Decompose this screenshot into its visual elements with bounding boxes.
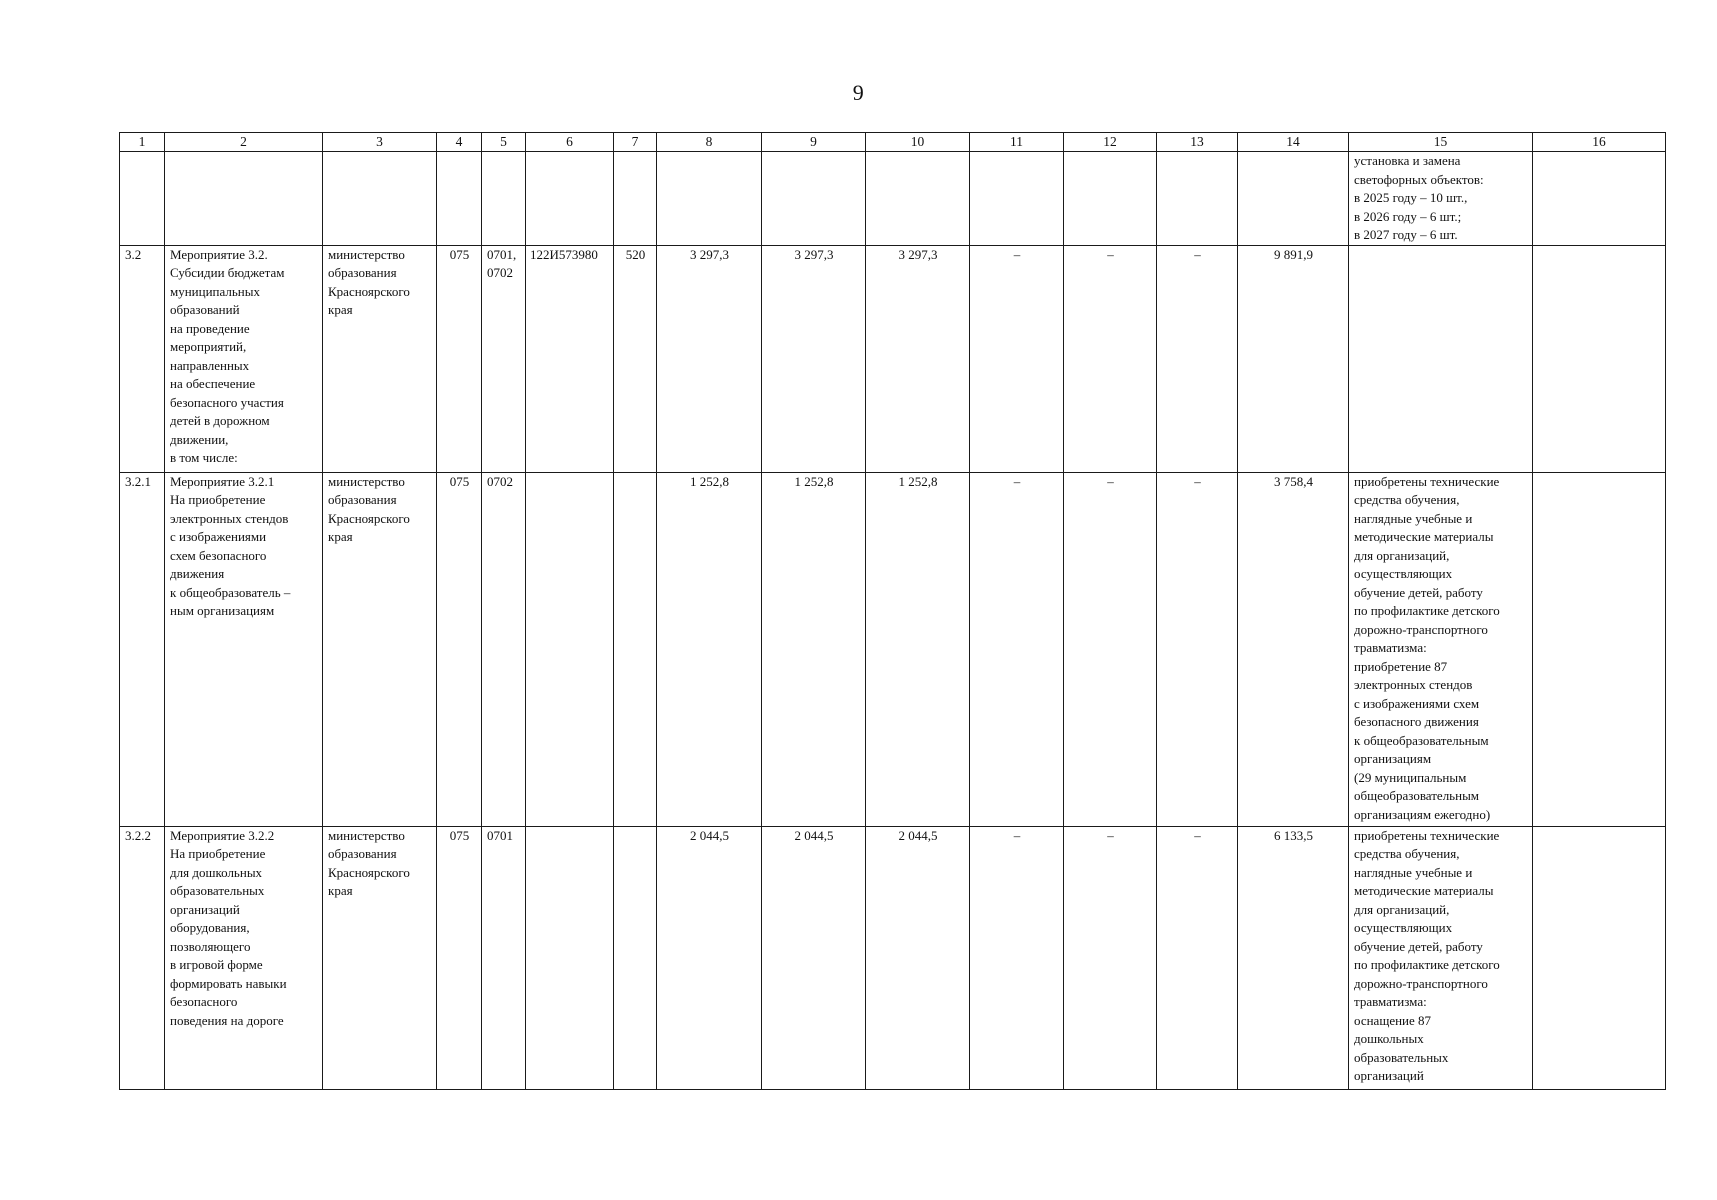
responsible-cell [323,152,437,246]
responsible-cell: министерство образования Красноярского края [323,245,437,472]
total-cell [1238,152,1349,246]
section-code-cell [482,152,526,246]
section-code-cell: 0701, 0702 [482,245,526,472]
amount-cell: – [1157,245,1238,472]
amount-cell [762,152,866,246]
amount-cell: – [1157,472,1238,826]
amount-cell: 2 044,5 [866,826,970,1089]
table-row [120,245,1666,472]
amount-cell: 3 297,3 [866,245,970,472]
amount-cell: – [1157,826,1238,1089]
expected-result-cell: приобретены технические средства обучения, наглядные учебные и методические материалы для организаций, осуществляющих обучение детей, работу по профилактике детского дорожно-транспортного травматизма: приобретение 87 электронных стендов с изображениями схем безопасного движения к общеобразовательным организациям (29 муниципальным общеобразовательным организациям ежегодно) [1349,472,1533,826]
table-row [120,152,1666,246]
row-number-cell [120,152,165,246]
column-header: 14 [1238,133,1349,152]
table-header-row [120,133,1666,152]
responsible-cell: министерство образования Красноярского края [323,472,437,826]
amount-cell: 2 044,5 [762,826,866,1089]
amount-cell [866,152,970,246]
activity-name-cell: Мероприятие 3.2. Субсидии бюджетам муниципальных образований на проведение мероприятий, направленных на обеспечение безопасного участия детей в дорожном движении, в том числе: [165,245,323,472]
expense-type-cell [614,152,657,246]
amount-cell: – [970,245,1064,472]
amount-cell: – [1064,245,1157,472]
section-code-cell: 0702 [482,472,526,826]
column-header: 3 [323,133,437,152]
amount-cell [1157,152,1238,246]
amount-cell: 3 297,3 [657,245,762,472]
column-header: 4 [437,133,482,152]
amount-cell [657,152,762,246]
expected-result-cell: установка и замена светофорных объектов: в 2025 году – 10 шт., в 2026 году – 6 шт.; в 2027 году – 6 шт. [1349,152,1533,246]
amount-cell: 3 297,3 [762,245,866,472]
target-code-cell [526,826,614,1089]
column-header: 1 [120,133,165,152]
code-cell [437,152,482,246]
column-header: 15 [1349,133,1533,152]
column-header: 10 [866,133,970,152]
activity-name-cell [165,152,323,246]
table-row [120,472,1666,826]
column-header: 16 [1533,133,1666,152]
column-header: 7 [614,133,657,152]
code-cell: 075 [437,826,482,1089]
program-table [119,132,1666,1090]
expense-type-cell [614,826,657,1089]
row-number-cell: 3.2.1 [120,472,165,826]
total-cell: 9 891,9 [1238,245,1349,472]
column-header: 8 [657,133,762,152]
amount-cell: – [1064,826,1157,1089]
code-cell: 075 [437,245,482,472]
activity-name-cell: Мероприятие 3.2.2 На приобретение для дошкольных образовательных организаций оборудования, позволяющего в игровой форме формировать навыки безопасного поведения на дороге [165,826,323,1089]
total-cell: 3 758,4 [1238,472,1349,826]
column-header: 11 [970,133,1064,152]
extra-cell [1533,152,1666,246]
target-code-cell [526,152,614,246]
table-row [120,826,1666,1089]
expense-type-cell [614,472,657,826]
row-number-cell: 3.2.2 [120,826,165,1089]
amount-cell: – [1064,472,1157,826]
row-number-cell: 3.2 [120,245,165,472]
column-header: 2 [165,133,323,152]
code-cell: 075 [437,472,482,826]
amount-cell: 1 252,8 [657,472,762,826]
amount-cell: 1 252,8 [762,472,866,826]
target-code-cell [526,472,614,826]
target-code-cell: 122И573980 [526,245,614,472]
expected-result-cell [1349,245,1533,472]
activity-name-cell: Мероприятие 3.2.1 На приобретение электронных стендов с изображениями схем безопасного движения к общеобразователь – ным организациям [165,472,323,826]
total-cell: 6 133,5 [1238,826,1349,1089]
responsible-cell: министерство образования Красноярского края [323,826,437,1089]
amount-cell [970,152,1064,246]
column-header: 12 [1064,133,1157,152]
expense-type-cell: 520 [614,245,657,472]
extra-cell [1533,245,1666,472]
amount-cell [1064,152,1157,246]
expected-result-cell: приобретены технические средства обучения, наглядные учебные и методические материалы для организаций, осуществляющих обучение детей, работу по профилактике детского дорожно-транспортного травматизма: оснащение 87 дошкольных образовательных организаций [1349,826,1533,1089]
extra-cell [1533,472,1666,826]
amount-cell: – [970,826,1064,1089]
column-header: 5 [482,133,526,152]
column-header: 13 [1157,133,1238,152]
column-header: 9 [762,133,866,152]
section-code-cell: 0701 [482,826,526,1089]
page-number: 9 [852,80,865,105]
amount-cell: – [970,472,1064,826]
amount-cell: 2 044,5 [657,826,762,1089]
column-header: 6 [526,133,614,152]
extra-cell [1533,826,1666,1089]
amount-cell: 1 252,8 [866,472,970,826]
